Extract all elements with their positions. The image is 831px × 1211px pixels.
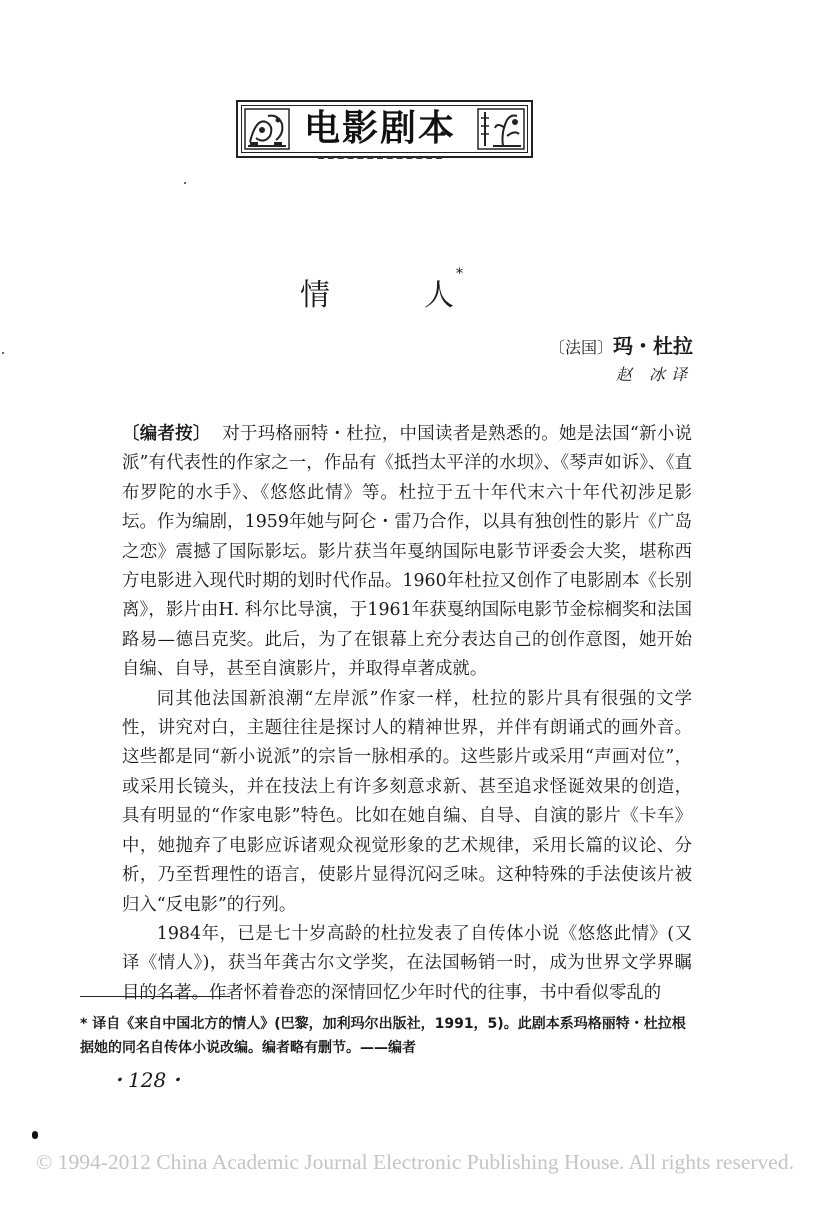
plant-ornament-icon	[477, 108, 525, 150]
copyright-watermark: © 1994-2012 China Academic Journal Electronic Publishing House. All rights reserved.	[36, 1150, 794, 1174]
footnote-divider	[80, 996, 230, 997]
column-banner	[236, 100, 533, 158]
page-number: ・128・	[108, 1068, 187, 1092]
paragraph-text: 对于玛格丽特・杜拉，中国读者是熟悉的。她是法国“新小说派”有代表性的作家之一，作品有《抵挡太平洋的水坝》、《琴声如诉》、《直布罗陀的水手》、《悠悠此情》等。杜拉于五十年代末六十年代初涉足影坛。作为编剧，1959年她与阿仑・雷乃合作，以具有独创性的影片《广岛之恋》震撼了国际影坛。影片获当年戛纳国际电影节评委会大奖，堪称西方电影进入现代时期的划时代作品。1960年杜拉又创作了电影剧本《长别离》，影片由H. 科尔比导演，于1961年获戛纳国际电影节金棕榈奖和法国路易—德吕克奖。此后，为了在银幕上充分表达自己的创作意图，她开始自编、自导，甚至自演影片，并取得卓著成就。	[122, 424, 692, 680]
article-title-char-2: 人	[424, 278, 454, 313]
column-title: 电影剧本	[304, 108, 457, 149]
flower-ornament-icon	[244, 108, 290, 150]
author-line	[549, 330, 693, 359]
editor-note-paragraph	[122, 420, 692, 685]
author-name: 玛・杜拉	[613, 334, 693, 358]
print-speck	[2, 352, 4, 354]
footnote: * 译自《来自中国北方的情人》(巴黎，加利玛尔出版社，1991，5)。此剧本系玛格丽特・杜拉根据她的同名自传体小说改编。编者略有删节。——编者	[80, 1016, 686, 1056]
article-body	[122, 420, 692, 1008]
paragraph: 同其他法国新浪潮“左岸派”作家一样，杜拉的影片具有很强的文学性，讲究对白，主题往往是探讨人的精神世界，并伴有朗诵式的画外音。这些都是同“新小说派”的宗旨一脉相承的。这些影片或采用“声画对位”，或采用长镜头，并在技法上有许多刻意求新、甚至追求怪诞效果的创造，具有明显的“作家电影”特色。比如在她自编、自导、自演的影片《卡车》中，她抛弃了电影应诉诸观众视觉形象的艺术规律，采用长篇的议论、分析，乃至哲理性的语言，使影片显得沉闷乏味。这种特殊的手法使该片被归入“反电影”的行列。	[122, 688, 692, 915]
translator: 赵 冰译	[615, 365, 693, 384]
paragraph: 1984年，已是七十岁高龄的杜拉发表了自传体小说《悠悠此情》(又译《情人》)，获当年龚古尔文学奖，在法国畅销一时，成为世界文学界瞩目的名著。作者怀着眷恋的深情回忆少年时代的往事，书中看似零乱的	[122, 923, 692, 1003]
title-footnote-mark: *	[456, 266, 463, 282]
author-country: 〔法国〕	[548, 338, 613, 357]
banner-underline	[318, 157, 442, 159]
margin-mark	[32, 1131, 38, 1139]
article-title-char-1: 情	[300, 278, 330, 313]
editor-note-label: 〔编者按〕	[122, 424, 211, 444]
print-speck	[184, 182, 186, 184]
